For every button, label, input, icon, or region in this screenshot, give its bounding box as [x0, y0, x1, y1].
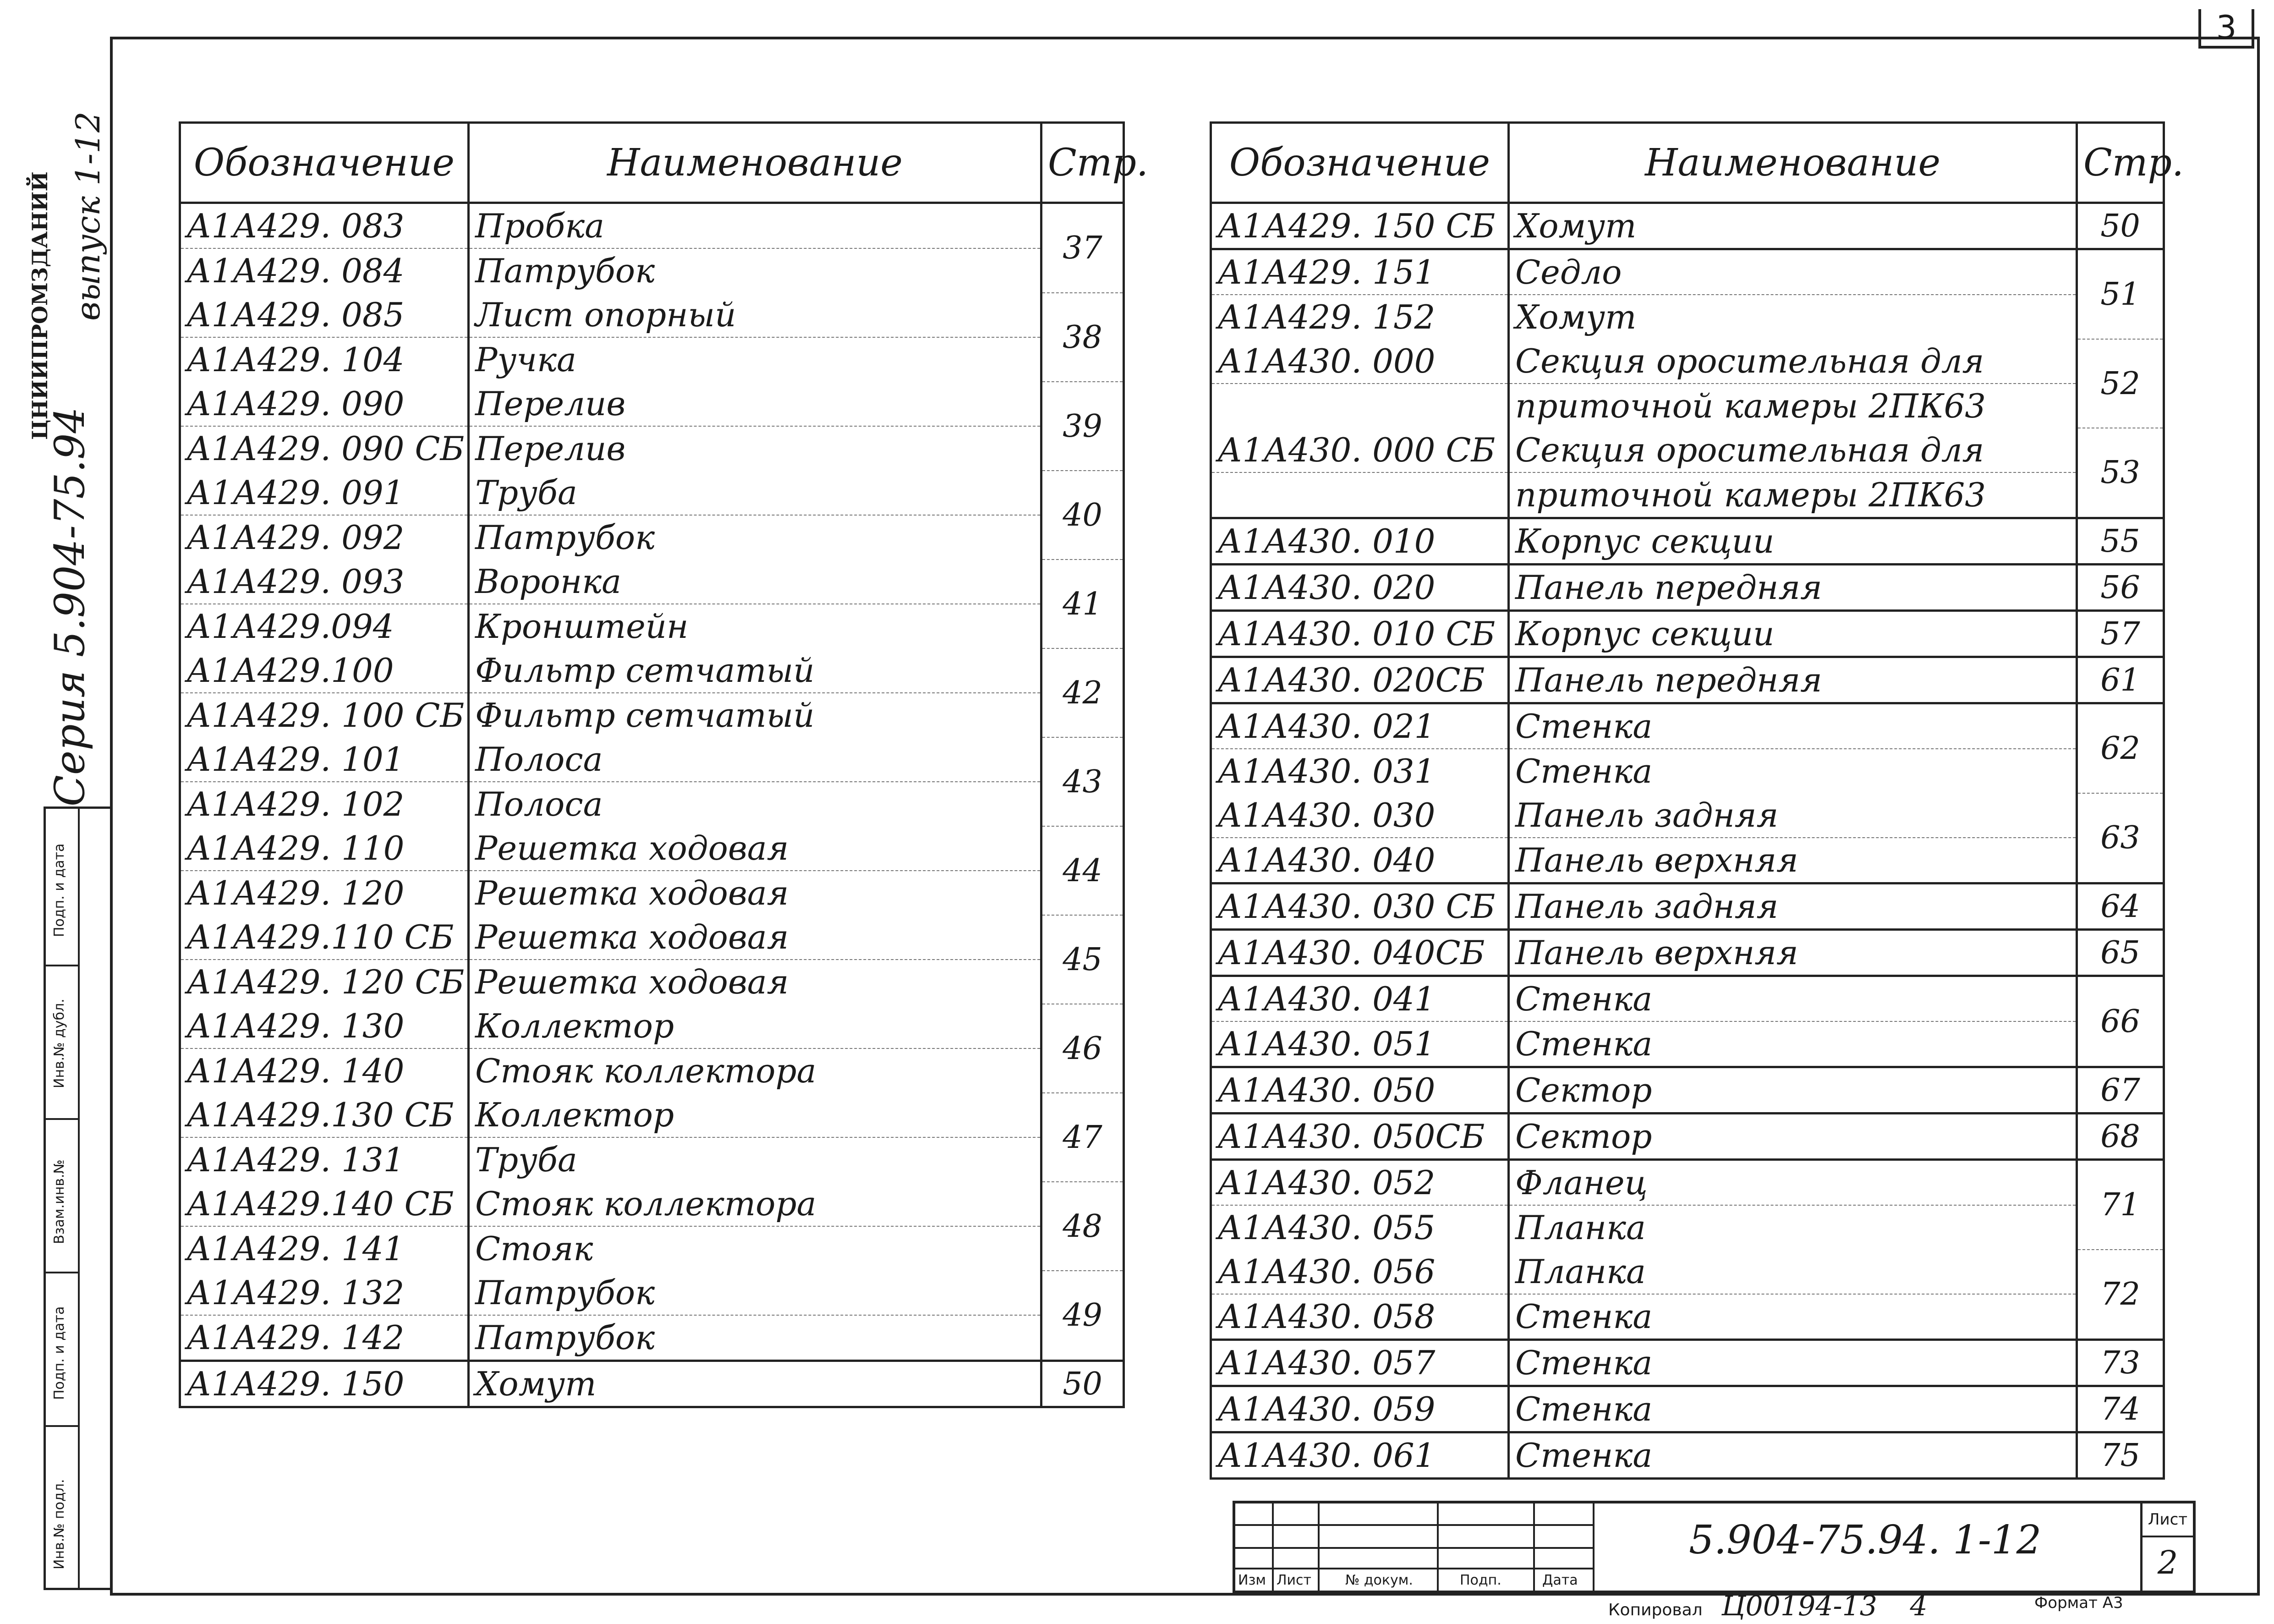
issue-label: выпуск 1-12	[69, 111, 107, 321]
item-name: Лист опорный	[469, 293, 1041, 337]
document-code: 5.904-75.94. 1-12	[1689, 1517, 2042, 1563]
item-name: Кронштейн	[469, 604, 1041, 648]
table-row	[180, 693, 1124, 737]
table-row	[1211, 657, 2164, 703]
org-stamp: ЦНИИПРОМЗДАНИЙ	[27, 171, 52, 440]
item-name: Стенка	[1509, 703, 2077, 749]
item-name: Планка	[1509, 1250, 2077, 1294]
table-row	[1211, 384, 2164, 428]
item-code: А1А429. 092	[180, 515, 469, 560]
item-code	[1211, 384, 1509, 428]
item-page: 75	[2077, 1432, 2164, 1479]
item-code: А1А429. 090	[180, 382, 469, 426]
table-row	[180, 826, 1124, 871]
table-row	[1211, 1021, 2164, 1067]
item-code: А1А430. 000	[1211, 339, 1509, 384]
item-code: А1А430. 050СБ	[1211, 1114, 1509, 1160]
item-name: Стенка	[1509, 1432, 2077, 1479]
table-row	[1211, 976, 2164, 1022]
stamp-label-4: Инв.№ дубл.	[51, 999, 67, 1088]
item-code: А1А430. 061	[1211, 1432, 1509, 1479]
table-row	[180, 1315, 1124, 1361]
item-page: 68	[2077, 1114, 2164, 1160]
item-name: Секция оросительная для	[1509, 339, 2077, 384]
stamp-label-5: Подп. и дата	[51, 843, 67, 937]
item-page: 42	[1041, 648, 1124, 737]
right-spec-table	[1210, 121, 2184, 1480]
item-code: А1А430. 050	[1211, 1067, 1509, 1114]
tb-label-sign: Подп.	[1460, 1572, 1501, 1588]
table-row	[180, 203, 1124, 249]
item-code: А1А430. 000 СБ	[1211, 428, 1509, 472]
copied-label: Копировал	[1608, 1601, 1703, 1619]
item-page: 46	[1041, 1004, 1124, 1093]
item-page: 39	[1041, 382, 1124, 471]
item-page: 49	[1041, 1271, 1124, 1361]
format-label: Формат А3	[2034, 1594, 2123, 1612]
item-page: 50	[2077, 203, 2164, 249]
item-code: А1А429.130 СБ	[180, 1093, 469, 1137]
item-code: А1А430. 010 СБ	[1211, 611, 1509, 657]
item-name: приточной камеры 2ПК63	[1509, 472, 2077, 518]
item-code: А1А430. 020	[1211, 565, 1509, 611]
sheet-label: Лист	[2142, 1503, 2193, 1537]
table-row	[1211, 472, 2164, 518]
table-row	[180, 1004, 1124, 1048]
item-name: Труба	[469, 471, 1041, 515]
item-code: А1А429. 150	[180, 1361, 469, 1407]
item-code: А1А430. 041	[1211, 976, 1509, 1022]
item-name: Стенка	[1509, 1021, 2077, 1067]
sheet-number-top: 3	[2198, 9, 2254, 49]
copied-value: Ц00194-13	[1721, 1590, 1877, 1622]
table-row	[180, 560, 1124, 604]
table-row	[1211, 838, 2164, 883]
table-row	[180, 1226, 1124, 1271]
item-name: Стенка	[1509, 1386, 2077, 1432]
left-spec-table	[179, 121, 1149, 1408]
table-row	[180, 871, 1124, 915]
item-name: Патрубок	[469, 515, 1041, 560]
tb-label-doc: № докум.	[1345, 1572, 1413, 1588]
table-row	[1211, 611, 2164, 657]
series-label: Серия 5.904-75.94	[46, 407, 94, 807]
item-code: А1А429. 141	[180, 1226, 469, 1271]
item-code: А1А429. 100 СБ	[180, 693, 469, 737]
item-page: 48	[1041, 1182, 1124, 1271]
item-name: Стояк коллектора	[469, 1048, 1041, 1093]
item-page: 37	[1041, 203, 1124, 293]
item-name: Хомут	[1509, 295, 2077, 339]
item-page: 72	[2077, 1250, 2164, 1340]
item-page: 73	[2077, 1340, 2164, 1386]
title-block	[1233, 1501, 2196, 1593]
item-code: А1А430. 059	[1211, 1386, 1509, 1432]
item-name: Решетка ходовая	[469, 960, 1041, 1004]
item-name: Стенка	[1509, 749, 2077, 793]
copied-line	[1608, 1590, 1928, 1622]
item-code: А1А429. 120	[180, 871, 469, 915]
item-code: А1А429. 120 СБ	[180, 960, 469, 1004]
item-name: Стенка	[1509, 1340, 2077, 1386]
item-code: А1А429. 084	[180, 248, 469, 293]
item-page: 40	[1041, 471, 1124, 560]
item-name: Панель верхняя	[1509, 838, 2077, 883]
item-code: А1А430. 055	[1211, 1205, 1509, 1250]
table-row	[180, 1093, 1124, 1137]
item-code: А1А430. 010	[1211, 518, 1509, 565]
table-row	[180, 915, 1124, 960]
table-row	[180, 382, 1124, 426]
item-code: А1А430. 040	[1211, 838, 1509, 883]
table-row	[180, 1137, 1124, 1182]
item-code: А1А430. 051	[1211, 1021, 1509, 1067]
item-code: А1А429.140 СБ	[180, 1182, 469, 1226]
item-name: Панель задняя	[1509, 883, 2077, 930]
table-row	[180, 426, 1124, 471]
item-page: 51	[2077, 249, 2164, 340]
item-page: 64	[2077, 883, 2164, 930]
item-name: Коллектор	[469, 1004, 1041, 1048]
right-table-body	[1211, 203, 2164, 1479]
item-page: 62	[2077, 703, 2164, 794]
item-page: 57	[2077, 611, 2164, 657]
table-row	[1211, 1386, 2164, 1432]
table-row	[180, 471, 1124, 515]
table-row	[1211, 1432, 2164, 1479]
item-name: Патрубок	[469, 1271, 1041, 1315]
item-name: Панель задняя	[1509, 793, 2077, 838]
item-code: А1А429. 104	[180, 337, 469, 382]
item-name: Корпус секции	[1509, 518, 2077, 565]
table-row	[1211, 930, 2164, 976]
table-row	[1211, 793, 2164, 838]
table-row	[180, 604, 1124, 648]
table-row	[1211, 883, 2164, 930]
table-row	[1211, 749, 2164, 793]
table-row	[1211, 518, 2164, 565]
item-name: Перелив	[469, 382, 1041, 426]
item-name: Панель передняя	[1509, 657, 2077, 703]
item-name: Воронка	[469, 560, 1041, 604]
item-page: 56	[2077, 565, 2164, 611]
table-row	[1211, 295, 2164, 339]
item-name: Панель передняя	[1509, 565, 2077, 611]
item-page: 52	[2077, 339, 2164, 428]
item-code: А1А430. 031	[1211, 749, 1509, 793]
table-row	[180, 337, 1124, 382]
item-name: Патрубок	[469, 248, 1041, 293]
stamp-label-1: Инв.№ подл.	[51, 1479, 67, 1569]
item-code: А1А429. 140	[180, 1048, 469, 1093]
item-name: Хомут	[469, 1361, 1041, 1407]
item-name: Решетка ходовая	[469, 915, 1041, 960]
item-code: А1А429. 090 СБ	[180, 426, 469, 471]
table-row	[180, 648, 1124, 693]
item-code: А1А430. 040СБ	[1211, 930, 1509, 976]
item-name: Фланец	[1509, 1160, 2077, 1206]
item-name: Ручка	[469, 337, 1041, 382]
table-row	[180, 1271, 1124, 1315]
table-row	[1211, 203, 2164, 249]
tb-label-izm: Изм	[1238, 1572, 1266, 1588]
table-row	[180, 515, 1124, 560]
item-code: А1А429. 102	[180, 782, 469, 826]
item-page: 67	[2077, 1067, 2164, 1114]
item-code: А1А429. 151	[1211, 249, 1509, 295]
item-code: А1А429.100	[180, 648, 469, 693]
item-page: 61	[2077, 657, 2164, 703]
item-code: А1А429. 152	[1211, 295, 1509, 339]
table-row	[1211, 249, 2164, 295]
item-code: А1А430. 030	[1211, 793, 1509, 838]
item-code: А1А430. 052	[1211, 1160, 1509, 1206]
item-name: Перелив	[469, 426, 1041, 471]
item-code: А1А429. 101	[180, 737, 469, 782]
item-code: А1А430. 058	[1211, 1294, 1509, 1340]
item-code: А1А429. 110	[180, 826, 469, 871]
item-code: А1А429.110 СБ	[180, 915, 469, 960]
tb-label-date: Дата	[1542, 1572, 1578, 1588]
item-name: Седло	[1509, 249, 2077, 295]
item-page: 38	[1041, 293, 1124, 382]
table-row	[1211, 565, 2164, 611]
header-name: Наименование	[1509, 123, 2077, 203]
item-name: Стенка	[1509, 976, 2077, 1022]
item-page: 71	[2077, 1160, 2164, 1250]
item-code: А1А429. 131	[180, 1137, 469, 1182]
item-code: А1А429. 132	[180, 1271, 469, 1315]
stamp-label-3: Взам.инв.№	[51, 1159, 67, 1244]
item-code: А1А430. 021	[1211, 703, 1509, 749]
table-row	[1211, 1205, 2164, 1250]
item-code: А1А429. 091	[180, 471, 469, 515]
item-code: А1А430. 056	[1211, 1250, 1509, 1294]
item-name: Стенка	[1509, 1294, 2077, 1340]
item-name: Планка	[1509, 1205, 2077, 1250]
stamp-label-2: Подп. и дата	[51, 1306, 67, 1400]
table-row	[180, 1361, 1124, 1407]
item-page: 43	[1041, 737, 1124, 826]
item-code	[1211, 472, 1509, 518]
table-row	[180, 960, 1124, 1004]
table-row	[180, 782, 1124, 826]
item-code: А1А429. 083	[180, 203, 469, 249]
item-page: 65	[2077, 930, 2164, 976]
tb-label-list: Лист	[1277, 1572, 1312, 1588]
item-name: Коллектор	[469, 1093, 1041, 1137]
left-table-body	[180, 203, 1124, 1407]
item-page: 45	[1041, 915, 1124, 1004]
item-name: Труба	[469, 1137, 1041, 1182]
item-page: 66	[2077, 976, 2164, 1067]
table-row	[180, 737, 1124, 782]
item-page: 50	[1041, 1361, 1124, 1407]
item-code: А1А430. 057	[1211, 1340, 1509, 1386]
table-row	[180, 248, 1124, 293]
item-page: 63	[2077, 793, 2164, 883]
header-page: Стр.	[2077, 123, 2164, 203]
item-code: А1А430. 030 СБ	[1211, 883, 1509, 930]
item-name: Решетка ходовая	[469, 871, 1041, 915]
item-name: Хомут	[1509, 203, 2077, 249]
item-code: А1А429. 130	[180, 1004, 469, 1048]
item-name: Пробка	[469, 203, 1041, 249]
item-page: 44	[1041, 826, 1124, 915]
item-code: А1А429. 085	[180, 293, 469, 337]
table-row	[180, 1048, 1124, 1093]
item-name: Патрубок	[469, 1315, 1041, 1361]
item-code: А1А429. 093	[180, 560, 469, 604]
table-row	[1211, 428, 2164, 472]
item-name: Стояк коллектора	[469, 1182, 1041, 1226]
header-code: Обозначение	[1211, 123, 1509, 203]
table-row	[180, 293, 1124, 337]
item-page: 74	[2077, 1386, 2164, 1432]
item-name: Решетка ходовая	[469, 826, 1041, 871]
approval-stamp-column	[44, 807, 112, 1590]
item-name: Стояк	[469, 1226, 1041, 1271]
item-page: 41	[1041, 560, 1124, 648]
header-page: Стр.	[1041, 123, 1124, 203]
item-name: Полоса	[469, 782, 1041, 826]
table-row	[1211, 1067, 2164, 1114]
sheet-box	[2140, 1503, 2193, 1591]
item-name: Фильтр сетчатый	[469, 693, 1041, 737]
item-name: Полоса	[469, 737, 1041, 782]
item-code: А1А429. 142	[180, 1315, 469, 1361]
table-row	[1211, 1160, 2164, 1206]
item-page: 55	[2077, 518, 2164, 565]
table-row	[1211, 703, 2164, 749]
table-row	[1211, 1250, 2164, 1294]
sheet-value: 2	[2157, 1544, 2178, 1581]
item-name: Сектор	[1509, 1067, 2077, 1114]
item-name: Сектор	[1509, 1114, 2077, 1160]
item-code: А1А429. 150 СБ	[1211, 203, 1509, 249]
item-name: Секция оросительная для	[1509, 428, 2077, 472]
table-row	[180, 1182, 1124, 1226]
item-page: 53	[2077, 428, 2164, 518]
copied-num: 4	[1910, 1590, 1928, 1622]
item-name: приточной камеры 2ПК63	[1509, 384, 2077, 428]
table-row	[1211, 1294, 2164, 1340]
item-code: А1А430. 020СБ	[1211, 657, 1509, 703]
item-name: Панель верхняя	[1509, 930, 2077, 976]
header-code: Обозначение	[180, 123, 469, 203]
table-row	[1211, 1340, 2164, 1386]
item-code: А1А429.094	[180, 604, 469, 648]
item-name: Фильтр сетчатый	[469, 648, 1041, 693]
table-row	[1211, 339, 2164, 384]
item-page: 47	[1041, 1093, 1124, 1182]
table-row	[1211, 1114, 2164, 1160]
header-name: Наименование	[469, 123, 1041, 203]
item-name: Корпус секции	[1509, 611, 2077, 657]
